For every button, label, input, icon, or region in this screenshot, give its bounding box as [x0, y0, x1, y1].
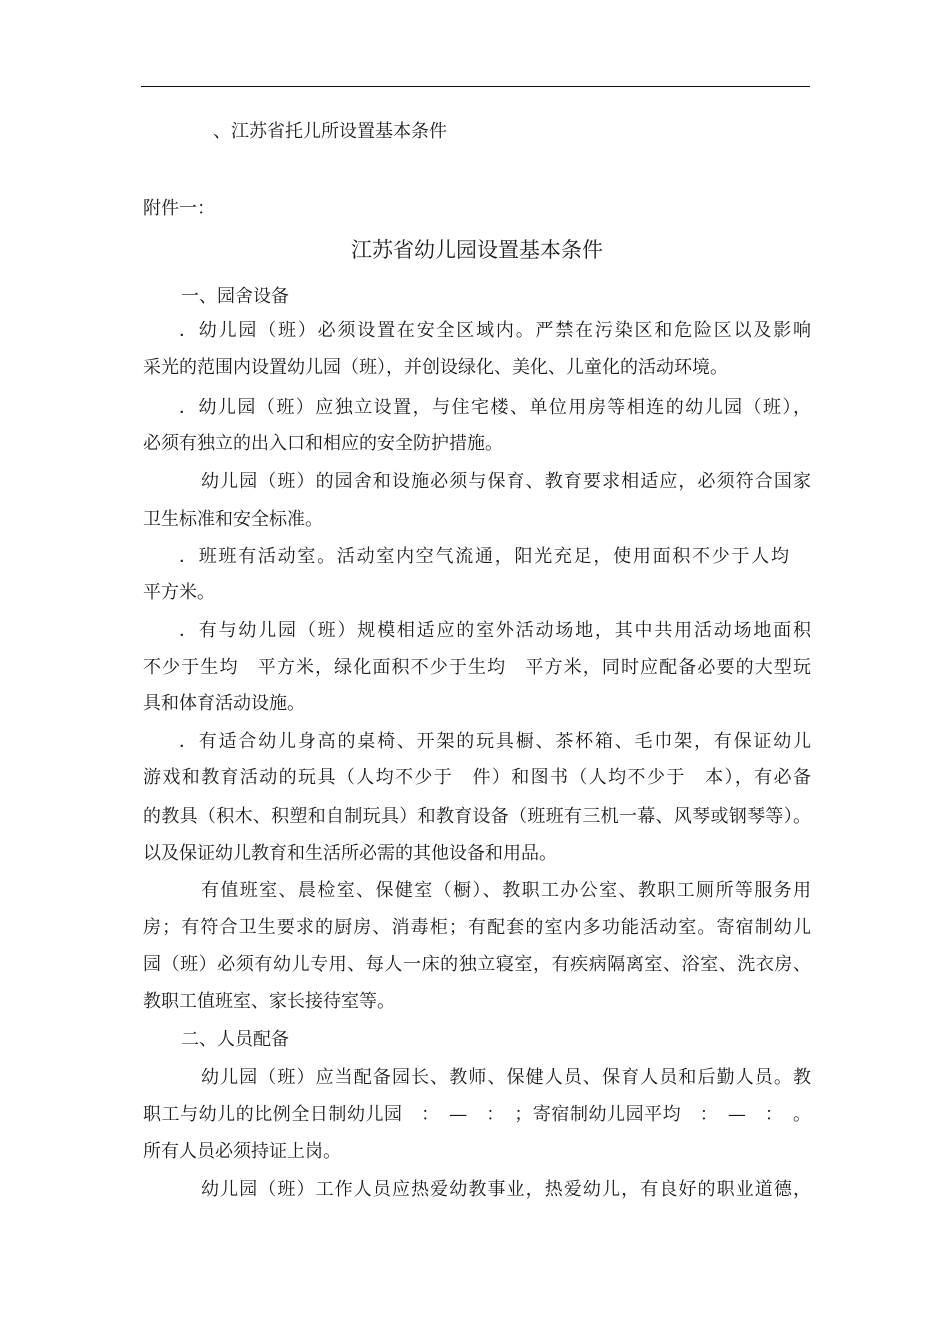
- paragraph-line: 必须有独立的出入口和相应的安全防护措施。: [143, 433, 503, 454]
- paragraph-line: 所有人员必须持证上岗。: [143, 1141, 341, 1162]
- paragraph-line: 采光的范围内设置幼儿园（班），并创设绿化、美化、儿童化的活动环境。: [143, 357, 728, 378]
- header-item: 、江苏省托儿所设置基本条件: [213, 121, 447, 142]
- paragraph-line: ．班班有活动室。活动室内空气流通，阳光充足，使用面积不少于人均: [179, 546, 789, 567]
- document-title: 江苏省幼儿园设置基本条件: [351, 238, 603, 262]
- paragraph-line: 有值班室、晨检室、保健室（橱）、教职工办公室、教职工厕所等服务用: [201, 880, 811, 901]
- paragraph-line: ．有适合幼儿身高的桌椅、开架的玩具橱、茶杯箱、毛巾架，有保证幼儿: [179, 731, 811, 752]
- paragraph-line: 园（班）必须有幼儿专用、每人一床的独立寝室，有疾病隔离室、浴室、洗衣房、: [143, 954, 811, 975]
- paragraph-line: ．幼儿园（班）必须设置在安全区域内。严禁在污染区和危险区以及影响: [179, 320, 811, 341]
- paragraph-line: 平方米。: [143, 582, 215, 603]
- section-heading: 二、人员配备: [181, 1029, 289, 1050]
- paragraph-line: 房；有符合卫生要求的厨房、消毒柜；有配套的室内多功能活动室。寄宿制幼儿: [143, 917, 811, 938]
- paragraph-line: 职工与幼儿的比例全日制幼儿园 ： — ： ；寄宿制幼儿园平均 ： — ： 。: [143, 1104, 811, 1125]
- paragraph-line: 幼儿园（班）的园舍和设施必须与保育、教育要求相适应，必须符合国家: [201, 471, 811, 492]
- section-heading: 一、园舍设备: [181, 286, 289, 307]
- paragraph-line: ．有与幼儿园（班）规模相适应的室外活动场地，其中共用活动场地面积: [179, 620, 811, 641]
- paragraph-line: 幼儿园（班）工作人员应热爱幼教事业，热爱幼儿，有良好的职业道德，: [201, 1179, 811, 1200]
- paragraph-line: 卫生标准和安全标准。: [143, 509, 323, 530]
- paragraph-line: 教职工值班室、家长接待室等。: [143, 991, 395, 1012]
- header-rule: [141, 86, 810, 87]
- paragraph-line: ．幼儿园（班）应独立设置，与住宅楼、单位用房等相连的幼儿园（班），: [179, 397, 811, 418]
- paragraph-line: 不少于生均 平方米，绿化面积不少于生均 平方米，同时应配备必要的大型玩: [143, 657, 811, 678]
- attachment-label: 附件一：: [143, 198, 215, 219]
- paragraph-line: 以及保证幼儿教育和生活所必需的其他设备和用品。: [143, 843, 557, 864]
- paragraph-line: 具和体育活动设施。: [143, 693, 305, 714]
- paragraph-line: 的教具（积木、积塑和自制玩具）和教育设备（班班有三机一幕、风琴或钢琴等）。: [143, 806, 811, 827]
- paragraph-line: 游戏和教育活动的玩具（人均不少于 件）和图书（人均不少于 本），有必备: [143, 767, 811, 788]
- paragraph-line: 幼儿园（班）应当配备园长、教师、保健人员、保育人员和后勤人员。教: [201, 1067, 811, 1088]
